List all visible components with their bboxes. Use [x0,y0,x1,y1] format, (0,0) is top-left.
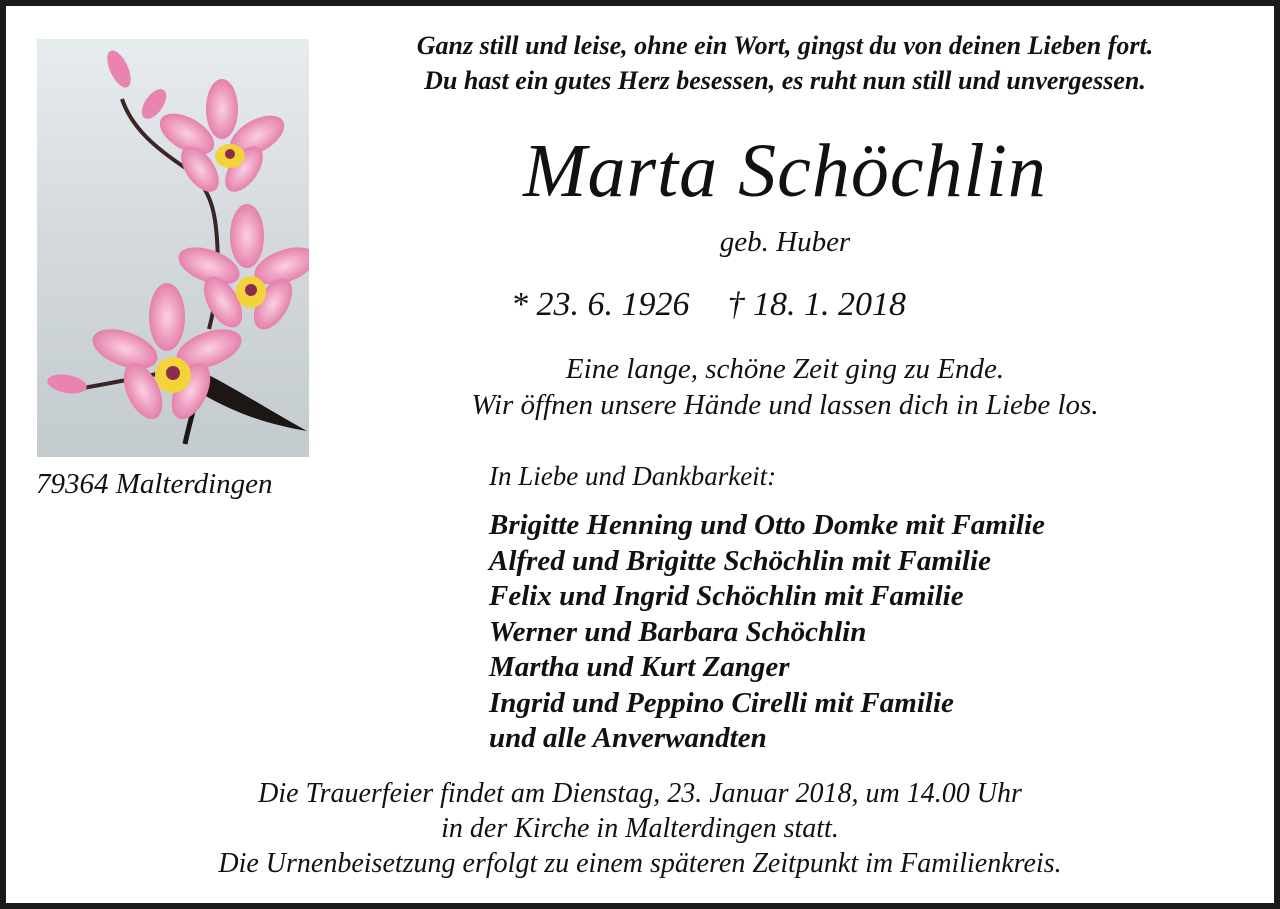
mourner-entry: Ingrid und Peppino Cirelli mit Familie [489,686,954,719]
birth-date: * 23. 6. 1926 [511,286,690,323]
quote-line: Eine lange, schöne Zeit ging zu Ende. [565,353,1005,385]
orchid-photo [37,39,309,457]
service-info [6,776,1274,881]
death-date: † 18. 1. 2018 [727,286,906,323]
service-line: Die Trauerfeier findet am Dienstag, 23. Januar 2018, um 14.00 Uhr [258,778,1022,809]
farewell-quote [316,351,1254,423]
quote-line: Wir öffnen unsere Hände und lassen dich in Liebe los. [471,389,1099,421]
mourner-entry: Felix und Ingrid Schöchlin mit Familie [489,580,964,612]
obituary-notice [6,6,1274,903]
mourner-entry: Martha und Kurt Zanger [489,651,790,683]
mourner-entry: und alle Anverwandten [489,722,767,754]
service-line: Die Urnenbeisetzung erfolgt zu einem späteren Zeitpunkt im Familienkreis. [218,848,1062,879]
mourner-entry: Alfred und Brigitte Schöchlin mit Familie [489,544,991,577]
motto-line: Ganz still und leise, ohne ein Wort, gingst du von deinen Lieben fort. [416,31,1154,60]
service-line: in der Kirche in Malterdingen statt. [441,813,839,844]
location: 79364 Malterdingen [36,468,273,500]
deceased-name: Marta Schöchlin [523,129,1047,213]
motto-line: Du hast ein gutes Herz besessen, es ruht nun still und unvergessen. [424,66,1146,95]
orchid-illustration [37,39,309,457]
motto [316,28,1254,98]
mourner-entry: Brigitte Henning und Otto Domke mit Familie [489,509,1045,541]
mourners-intro: In Liebe und Dankbarkeit: [489,461,777,491]
mourners-list [489,508,1045,757]
mourner-entry: Werner und Barbara Schöchlin [489,615,867,648]
life-dates [511,286,944,324]
maiden-name: geb. Huber [719,226,851,258]
